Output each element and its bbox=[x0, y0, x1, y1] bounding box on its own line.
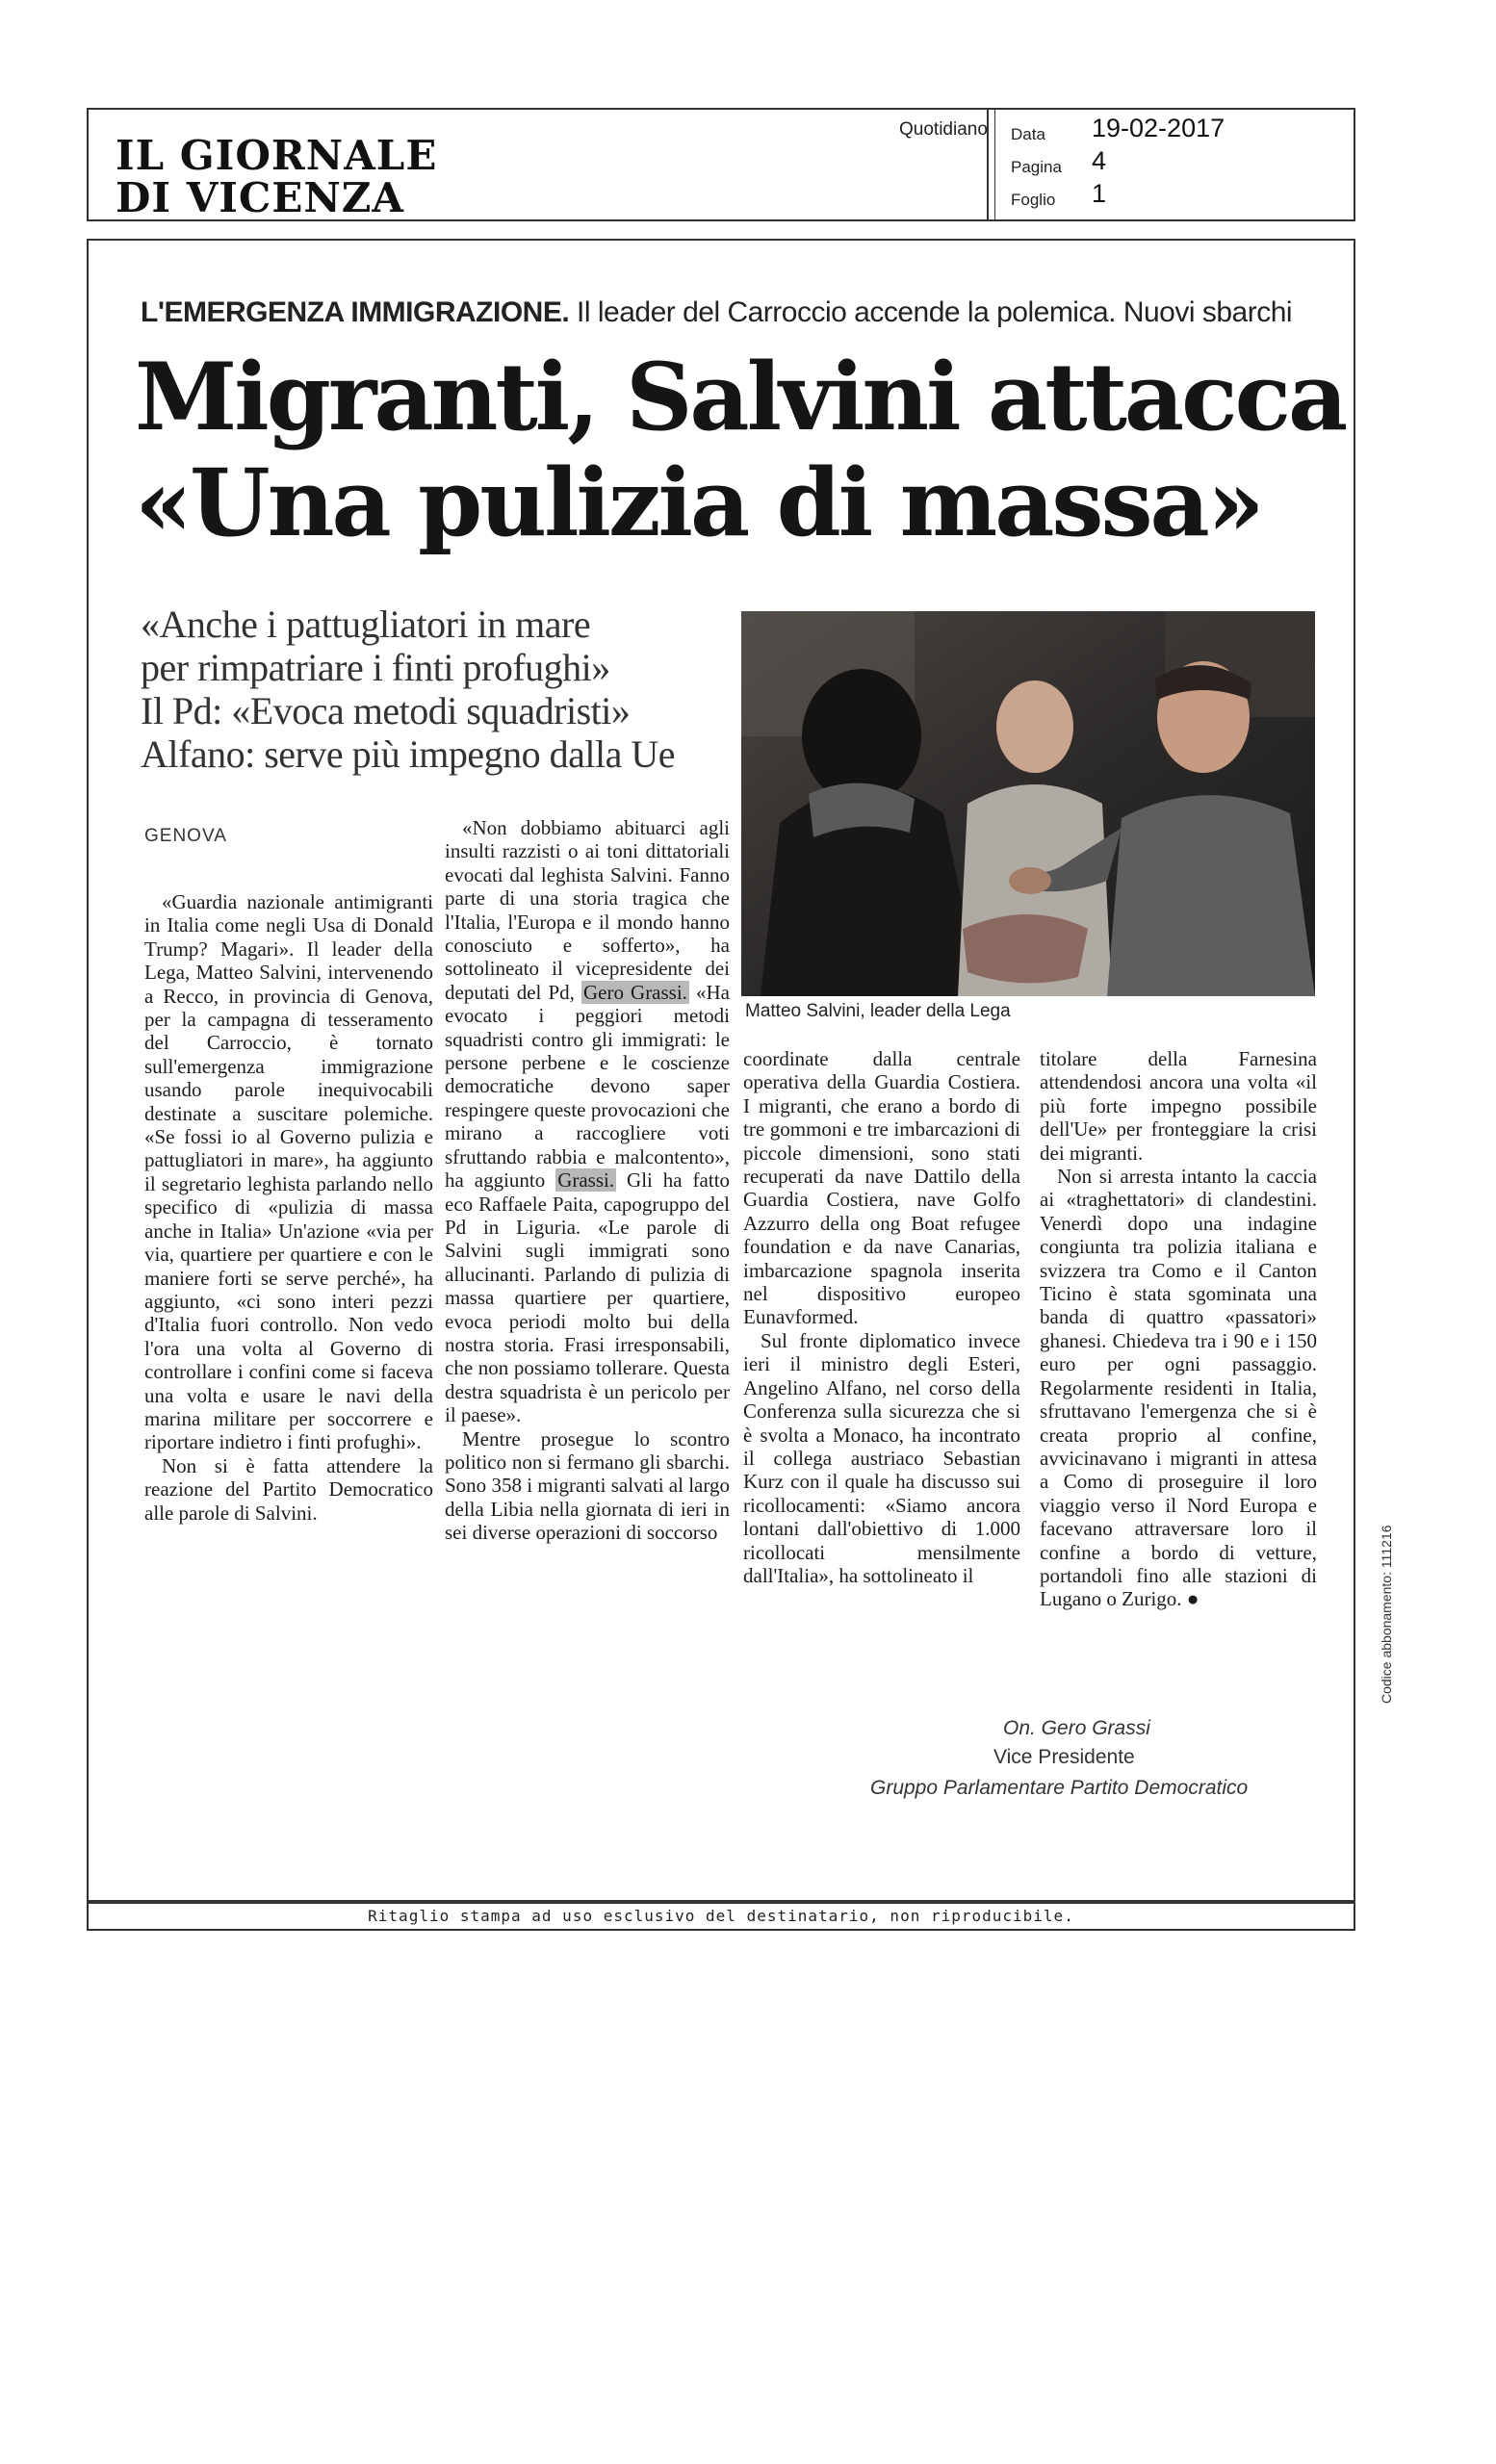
header-divider bbox=[987, 108, 989, 221]
dateline: GENOVA bbox=[144, 826, 227, 846]
signature-name: On. Gero Grassi bbox=[1003, 1717, 1150, 1739]
kicker-rest: Il leader del Carroccio accende la polemica. Nuovi sbarchi bbox=[569, 296, 1293, 328]
col3-paragraph: coordinate dalla centrale operativa della Guardia Costiera. I migranti, che erano a bordo di tre gommoni e tre imbarcazioni di piccole dimensioni, sono stati recuperati da nave Dattilo della Guardia Costiera, nave Golfo Azzurro della ong Boat refugee foundation e da nave Canarias, imbarcazione spagnola inserita nel dispositivo europeo Eunavformed. bbox=[743, 1047, 1020, 1329]
subhead-line4: Alfano: serve più impegno dalla Ue bbox=[141, 732, 676, 776]
photo-caption: Matteo Salvini, leader della Lega bbox=[745, 1001, 1011, 1021]
signature-group: Gruppo Parlamentare Partito Democratico bbox=[870, 1777, 1249, 1799]
article-column-3 bbox=[743, 1047, 1020, 1587]
col1-paragraph: Non si è fatta attendere la reazione del Partito Democratico alle parole di Salvini. bbox=[144, 1453, 433, 1525]
col1-paragraph: «Guardia nazionale antimigranti in Italia come negli Usa di Donald Trump? Magari». Il leader della Lega, Matteo Salvini, intervenendo a Recco, in provincia di Genova, per la campagna di tesseramento del Carroccio, è tornato sull'emergenza immigrazione usando parole inequivocabili destinate a suscitare polemiche. «Se fossi io al Governo pulizia e pattugliatori in mare», ha aggiunto il segretario leghista parlando nello specifico di «pulizia di massa anche in Italia» Un'azione «via per via, quartiere per quartiere e con le maniere forti se serve perché», ha aggiunto, «ci sono interi pezzi d'Italia fuori controllo. Non vedo l'ora una volta al Governo di controllare i confini come si faceva una volta e usare le navi della marina militare per soccorrere e riportare indietro i finti profughi». bbox=[144, 890, 433, 1454]
col4-paragraph: titolare della Farnesina attendendosi ancora una volta «il più forte impegno possibile dell'Ue» per fronteggiare la crisi dei migranti. bbox=[1040, 1047, 1317, 1165]
subhead-line1: «Anche i pattugliatori in mare bbox=[141, 603, 591, 646]
signature-role: Vice Presidente bbox=[993, 1746, 1135, 1768]
headline-line2: «Una pulizia di massa» bbox=[135, 449, 1262, 557]
kicker bbox=[141, 296, 1292, 329]
pagina-label: Pagina bbox=[1011, 158, 1062, 176]
subheadline bbox=[141, 603, 737, 776]
subhead-line3: Il Pd: «Evoca metodi squadristi» bbox=[141, 689, 631, 732]
photo-illustration bbox=[741, 611, 1315, 996]
col2-paragraph: Mentre prosegue lo scontro politico non si fermano gli sbarchi. Sono 358 i migranti salvati al largo della Libia nella giornata di ieri in sei diverse operazioni di soccorso bbox=[445, 1426, 730, 1545]
col3-paragraph: Sul fronte diplomatico invece ieri il ministro degli Esteri, Angelino Alfano, nel corso della Conferenza sulla sicurezza che si è svolta a Monaco, ha incontrato il collega austriaco Sebastian Kurz con il quale ha discusso sui ricollocamenti: «Siamo ancora lontani dall'obiettivo di 1.000 ricollocati mensilmente dall'Italia», ha sottolineato il bbox=[743, 1328, 1020, 1587]
article-column-4 bbox=[1040, 1047, 1317, 1611]
col2-paragraph bbox=[445, 816, 730, 1427]
pagina-value: 4 bbox=[1092, 146, 1107, 175]
article-column-2 bbox=[445, 816, 730, 1545]
header-divider-thin bbox=[994, 108, 995, 221]
quotidiano-label: Quotidiano bbox=[899, 119, 988, 140]
col4-paragraph: Non si arresta intanto la caccia ai «traghettatori» di clandestini. Venerdì dopo una indagine congiunta tra polizia italiana e svizzera tra Como e il Canton Ticino è stata sgominata una banda di quattro «passatori» ghanesi. Chiedeva tra i 90 e i 150 euro per ogni passaggio. Regolarmente residenti in Italia, sfruttavano l'emergenza che si è creata proprio al confine, avvicinavano i migranti in attesa a Como di proseguire il loro viaggio verso il Nord Europa e facevano attraversare loro il confine a bordo di vetture, portandoli fino alle stazioni di Lugano o Zurigo. ● bbox=[1040, 1165, 1317, 1611]
subhead-line2: per rimpatriare i finti profughi» bbox=[141, 646, 610, 689]
codice-abbonamento: Codice abbonamento: 111216 bbox=[1379, 1525, 1394, 1704]
foglio-value: 1 bbox=[1092, 179, 1107, 208]
masthead bbox=[116, 132, 438, 221]
highlighted-name-grassi: Grassi. bbox=[557, 1168, 615, 1193]
foglio-label: Foglio bbox=[1011, 191, 1056, 209]
article-column-1 bbox=[144, 890, 433, 1525]
masthead-line2: DI VICENZA bbox=[116, 174, 405, 221]
col2-text-a: «Non dobbiamo abituarci agli insulti razzisti o ai toni dittatoriali evocati dal leghista Salvini. Fanno parte di una storia tragica che l'Italia, l'Europa e il mondo hanno conosciuto e sofferto», ha sottolineato il vicepresidente dei deputati del Pd, bbox=[445, 816, 730, 1004]
col2-text-c: Gli ha fatto eco Raffaele Paita, capogruppo del Pd in Liguria. «Le parole di Salvini sugli immigrati sono allucinanti. Parlando di pulizia di massa quartiere per quartiere, evoca periodi molto bui della nostra storia. Frasi irresponsabili, che non possiamo tollerare. Questa destra squadrista è un pericolo per il paese». bbox=[445, 1168, 731, 1427]
highlighted-name-gero-grassi: Gero Grassi. bbox=[582, 980, 687, 1004]
col2-text-b: «Ha evocato i peggiori metodi squadristi contro gli immigrati: le persone perbene e le coscienze democratiche devono saper respingere queste provocazioni che mirano a raccogliere voti sfruttando rabbia e malcontento», ha aggiunto bbox=[445, 980, 731, 1193]
article-photo bbox=[741, 611, 1315, 996]
headline-line1: Migranti, Salvini attacca bbox=[135, 343, 1346, 451]
masthead-line1: IL GIORNALE bbox=[116, 132, 438, 179]
headline bbox=[135, 345, 1348, 556]
kicker-bold: L'EMERGENZA IMMIGRAZIONE. bbox=[141, 296, 570, 328]
data-value: 19-02-2017 bbox=[1092, 114, 1225, 142]
data-label: Data bbox=[1011, 125, 1045, 143]
footer-text: Ritaglio stampa ad uso esclusivo del destinatario, non riproducibile. bbox=[368, 1907, 1074, 1925]
